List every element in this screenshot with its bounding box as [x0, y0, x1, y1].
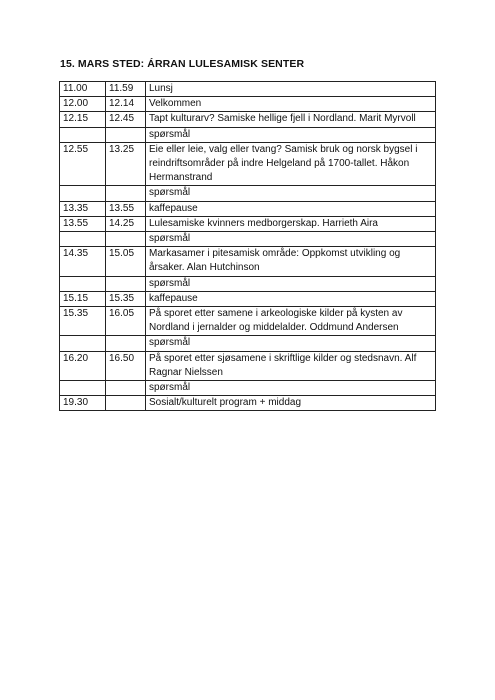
start-time-cell: 11.00	[60, 82, 106, 97]
schedule-row	[60, 82, 436, 97]
end-time-cell: 16.05	[106, 307, 146, 336]
schedule-row	[60, 112, 436, 127]
page-heading: 15. MARS STED: ÁRRAN LULESAMISK SENTER	[60, 58, 305, 70]
start-time-cell: 12.55	[60, 142, 106, 186]
program-item-cell: Tapt kulturarv? Samiske hellige fjell i Nordland. Marit Myrvoll	[146, 112, 436, 127]
end-time-cell: 14.25	[106, 216, 146, 231]
schedule-row	[60, 336, 436, 351]
end-time-cell	[106, 396, 146, 411]
end-time-cell: 13.55	[106, 201, 146, 216]
start-time-cell: 12.00	[60, 97, 106, 112]
schedule-table	[59, 81, 436, 411]
end-time-cell	[106, 276, 146, 291]
schedule-row	[60, 142, 436, 186]
program-item-cell: Eie eller leie, valg eller tvang? Samisk bruk og norsk bygsel i reindriftsområder på indre Helgeland på 1700-tallet. Håkon Hermanstrand	[146, 142, 436, 186]
end-time-cell: 12.14	[106, 97, 146, 112]
schedule-row	[60, 232, 436, 247]
schedule-row	[60, 276, 436, 291]
start-time-cell	[60, 186, 106, 201]
start-time-cell: 13.35	[60, 201, 106, 216]
end-time-cell: 15.35	[106, 291, 146, 306]
start-time-cell	[60, 232, 106, 247]
program-item-cell: Velkommen	[146, 97, 436, 112]
schedule-row	[60, 201, 436, 216]
start-time-cell: 15.15	[60, 291, 106, 306]
start-time-cell	[60, 127, 106, 142]
end-time-cell: 12.45	[106, 112, 146, 127]
schedule-row	[60, 127, 436, 142]
program-item-cell: spørsmål	[146, 381, 436, 396]
program-item-cell: spørsmål	[146, 127, 436, 142]
schedule-row	[60, 97, 436, 112]
program-item-cell: Lulesamiske kvinners medborgerskap. Harrieth Aira	[146, 216, 436, 231]
schedule-row	[60, 396, 436, 411]
schedule-row	[60, 381, 436, 396]
start-time-cell	[60, 381, 106, 396]
start-time-cell: 14.35	[60, 247, 106, 276]
program-item-cell: kaffepause	[146, 291, 436, 306]
start-time-cell	[60, 336, 106, 351]
schedule-row	[60, 307, 436, 336]
start-time-cell: 15.35	[60, 307, 106, 336]
start-time-cell: 12.15	[60, 112, 106, 127]
program-item-cell: spørsmål	[146, 276, 436, 291]
schedule-row	[60, 351, 436, 380]
program-item-cell: Markasamer i pitesamisk område: Oppkomst utvikling og årsaker. Alan Hutchinson	[146, 247, 436, 276]
start-time-cell: 19.30	[60, 396, 106, 411]
program-item-cell: spørsmål	[146, 232, 436, 247]
schedule-row	[60, 186, 436, 201]
program-item-cell: spørsmål	[146, 336, 436, 351]
start-time-cell	[60, 276, 106, 291]
end-time-cell	[106, 232, 146, 247]
end-time-cell	[106, 336, 146, 351]
schedule-row	[60, 291, 436, 306]
end-time-cell: 11.59	[106, 82, 146, 97]
end-time-cell: 15.05	[106, 247, 146, 276]
program-item-cell: På sporet etter samene i arkeologiske kilder på kysten av Nordland i jernalder og middelalder. Oddmund Andersen	[146, 307, 436, 336]
start-time-cell: 13.55	[60, 216, 106, 231]
program-item-cell: Lunsj	[146, 82, 436, 97]
end-time-cell	[106, 381, 146, 396]
program-item-cell: kaffepause	[146, 201, 436, 216]
end-time-cell	[106, 127, 146, 142]
program-item-cell: Sosialt/kulturelt program + middag	[146, 396, 436, 411]
schedule-row	[60, 247, 436, 276]
program-item-cell: spørsmål	[146, 186, 436, 201]
end-time-cell	[106, 186, 146, 201]
schedule-row	[60, 216, 436, 231]
program-item-cell: På sporet etter sjøsamene i skriftlige kilder og stedsnavn. Alf Ragnar Nielssen	[146, 351, 436, 380]
end-time-cell: 16.50	[106, 351, 146, 380]
end-time-cell: 13.25	[106, 142, 146, 186]
start-time-cell: 16.20	[60, 351, 106, 380]
